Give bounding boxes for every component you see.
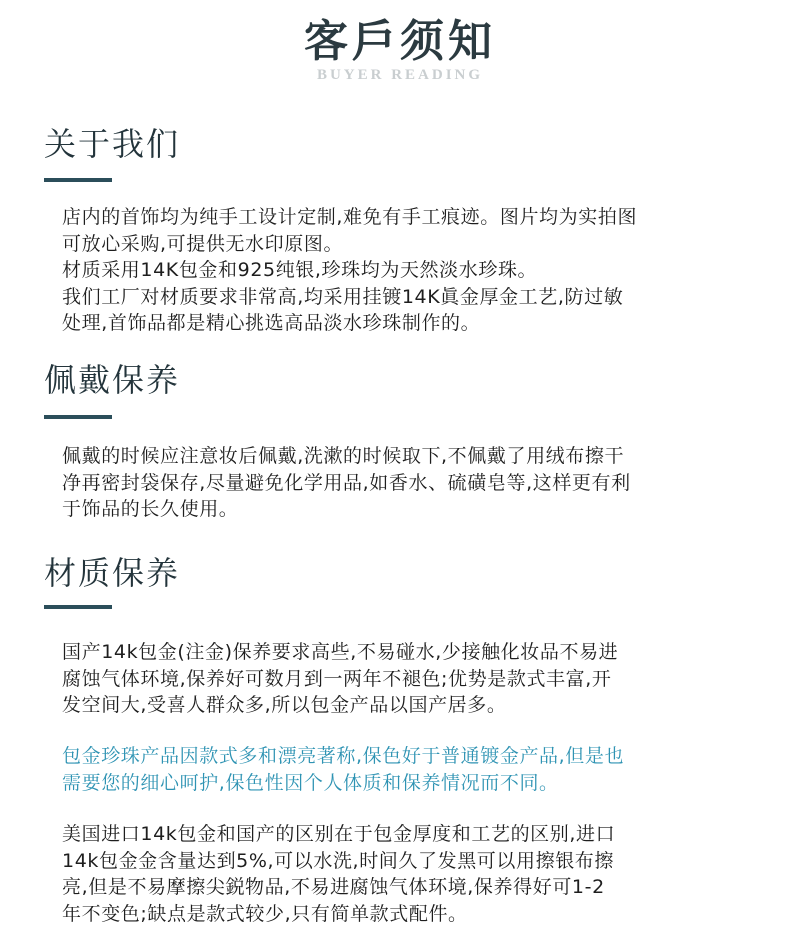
page-subtitle: BUYER READING — [316, 67, 484, 83]
section-divider — [44, 415, 112, 419]
section-paragraph: 店内的首饰均为纯手工设计定制,难免有手工痕迹。图片均为实拍图 可放心采购,可提供无水印原图。 材质采用14K包金和925纯银,珍珠均为天然淡水珍珠。 我们工厂对材质要求非常高,均采用挂镀14K眞金厚金工艺,防过敏 处理,首饰品都是精心挑选高品淡水珍珠制作的。 — [62, 206, 638, 334]
section-paragraph: 佩戴的时候应注意妆后佩戴,洗漱的时候取下,不佩戴了用绒布擦干 净再密封袋保存,尽量避免化学用品,如香水、硫磺皂等,这样更有利 于饰品的长久使用。 — [62, 445, 631, 520]
section-heading: 材质保养 — [44, 554, 181, 592]
section-divider — [44, 605, 112, 609]
title-block — [0, 14, 800, 84]
page-title: 客戶须知 — [304, 16, 496, 67]
section-paragraph: 国产14k包金(注金)保养要求高些,不易碰水,少接触化妆品不易进 腐蚀气体环境,保养好可数月到一两年不褪色;优势是款式丰富,开 发空间大,受喜人群众多,所以包金产品以国产居多。 — [62, 641, 619, 716]
section-paragraph: 美国进口14k包金和国产的区别在于包金厚度和工艺的区别,进口 14k包金金含量达到5%,可以水洗,时间久了发黑可以用擦银布擦 亮,但是不易摩擦尖鋭物品,不易进腐蚀气体环境,保养得好可1-2 年不变色;缺点是款式较少,只有简单款式配件。 — [62, 823, 616, 925]
section-heading: 佩戴保养 — [44, 361, 181, 399]
section-heading: 关于我们 — [44, 125, 181, 163]
section-paragraph-highlight: 包金珍珠产品因款式多和漂亮著称,保色好于普通镀金产品,但是也 需要您的细心呵护,保色性因个人体质和保养情况而不同。 — [62, 745, 625, 794]
section-divider — [44, 178, 112, 182]
